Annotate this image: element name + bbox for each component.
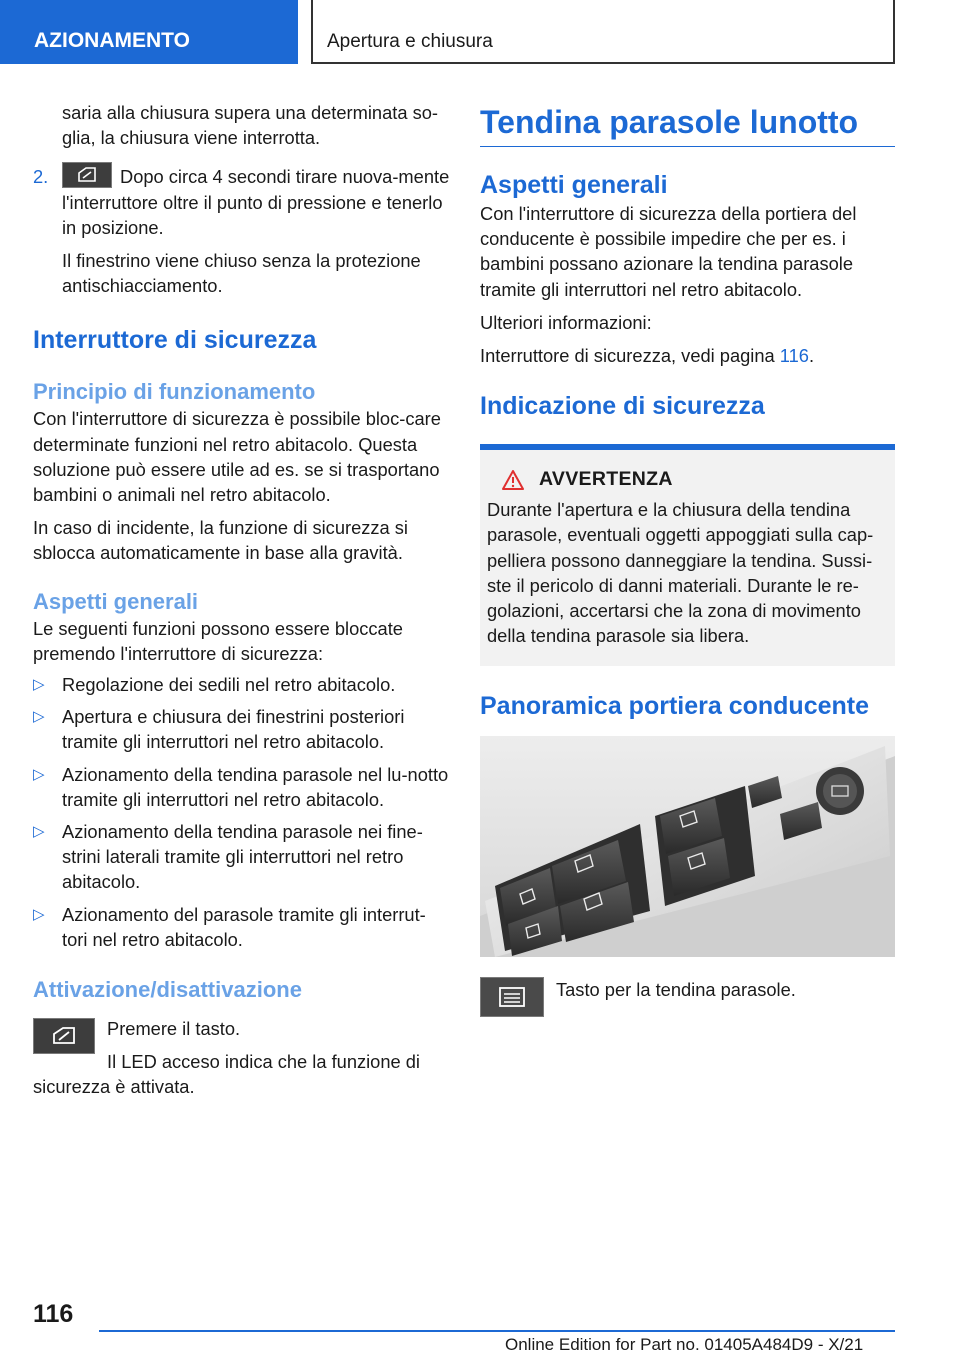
locked-functions-list <box>33 672 451 952</box>
activation-block <box>33 1016 451 1100</box>
driver-door-switch-photo <box>480 736 895 957</box>
window-switch-icon <box>62 162 112 188</box>
footer-divider <box>99 1330 895 1332</box>
activation-paragraph-2: Il LED acceso indica che la funzione di sicurezza è attivata. <box>33 1051 420 1098</box>
safety-switch-icon <box>33 1018 95 1054</box>
sunshade-key-row <box>480 977 895 1017</box>
cross-reference: Interruttore di sicurezza, vedi pagina 116. <box>480 345 815 367</box>
warning-title: AVVERTENZA <box>539 468 673 491</box>
activation-paragraph-1: Premere il tasto. <box>107 1018 241 1040</box>
warning-box <box>480 444 895 666</box>
heading-principle: Principio di funzionamento <box>33 379 316 405</box>
right-column <box>480 100 895 1017</box>
principle-paragraph-1: Con l'interruttore di sicurezza è possibile bloc-care determinate funzioni nel retro abitacolo. Questa soluzione può essere utile ad es. se si trasportano bambini o animali nel retro abitacolo. <box>33 408 441 506</box>
step-2 <box>33 164 451 298</box>
left-column <box>33 100 451 1100</box>
page-title: Tendina parasole lunotto <box>480 100 895 147</box>
heading-activation: Attivazione/disattivazione <box>33 977 302 1003</box>
triangle-bullet-icon: ▷ <box>33 708 45 726</box>
warning-text: Durante l'apertura e la chiusura della tendina parasole, eventuali oggetti appoggiati sulla cap-pelliera possono danneggiare la tendina. Sussi-ste il pericolo di danni materiali. Durante le re-golazioni, accertarsi che la zona di movimento della tendina parasole sia libera. <box>487 499 874 647</box>
list-item: ▷ Azionamento della tendina parasole nei fine-strini laterali tramite gli interruttori nel retro abitacolo. <box>33 821 423 893</box>
triangle-bullet-icon: ▷ <box>33 823 45 841</box>
edition-text: Online Edition for Part no. 01405A484D9 - X/21 <box>505 1335 864 1354</box>
step-2-result: Il finestrino viene chiuso senza la protezione antischiacciamento. <box>62 250 421 297</box>
chapter-label: Apertura e chiusura <box>327 31 493 52</box>
general-paragraph-right: Con l'interruttore di sicurezza della portiera del conducente è possibile impedire che per es. i bambini possano azionare la tendina parasole tramite gli interruttori nel retro abitacolo. <box>480 203 857 300</box>
list-item: ▷ Azionamento del parasole tramite gli interrut-tori nel retro abitacolo. <box>33 903 426 950</box>
warning-triangle-icon <box>501 469 525 491</box>
warning-header <box>487 468 887 491</box>
triangle-bullet-icon: ▷ <box>33 765 45 783</box>
list-item: ▷ Apertura e chiusura dei finestrini posteriori tramite gli interruttori nel retro abitacolo. <box>33 706 405 753</box>
step-2-text: Dopo circa 4 secondi tirare nuova-mente l'interruttore oltre il punto di pressione e tenerlo in posizione. <box>62 166 450 238</box>
section-tab <box>0 0 298 64</box>
list-item: ▷ Regolazione dei sedili nel retro abitacolo. <box>33 672 451 697</box>
triangle-bullet-icon: ▷ <box>33 676 45 694</box>
sunshade-key-text: Tasto per la tendina parasole. <box>556 979 796 1001</box>
intro-paragraph: saria alla chiusura supera una determinata so-glia, la chiusura viene interrotta. <box>62 102 438 149</box>
heading-general: Aspetti generali <box>33 588 199 614</box>
more-info-label: Ulteriori informazioni: <box>480 311 652 333</box>
heading-safety-switch: Interruttore di sicurezza <box>33 326 317 355</box>
triangle-bullet-icon: ▷ <box>33 905 45 923</box>
step-number: 2. <box>33 166 49 188</box>
page-link[interactable]: 116 <box>779 345 809 367</box>
list-item: ▷ Azionamento della tendina parasole nel lu-notto tramite gli interruttori nel retro abitacolo. <box>33 763 449 810</box>
section-label: AZIONAMENTO <box>34 29 190 52</box>
heading-safety-note: Indicazione di sicurezza <box>480 392 765 421</box>
principle-paragraph-2: In caso di incidente, la funzione di sicurezza si sblocca automaticamente in base alla gravità. <box>33 517 408 564</box>
chapter-tab <box>311 0 895 64</box>
general-paragraph: Le seguenti funzioni possono essere bloccate premendo l'interruttore di sicurezza: <box>33 617 403 664</box>
heading-overview: Panoramica portiera conducente <box>480 692 870 721</box>
heading-general-right: Aspetti generali <box>480 171 668 199</box>
sunshade-button-icon <box>480 977 544 1017</box>
page-number: 116 <box>33 1300 74 1328</box>
